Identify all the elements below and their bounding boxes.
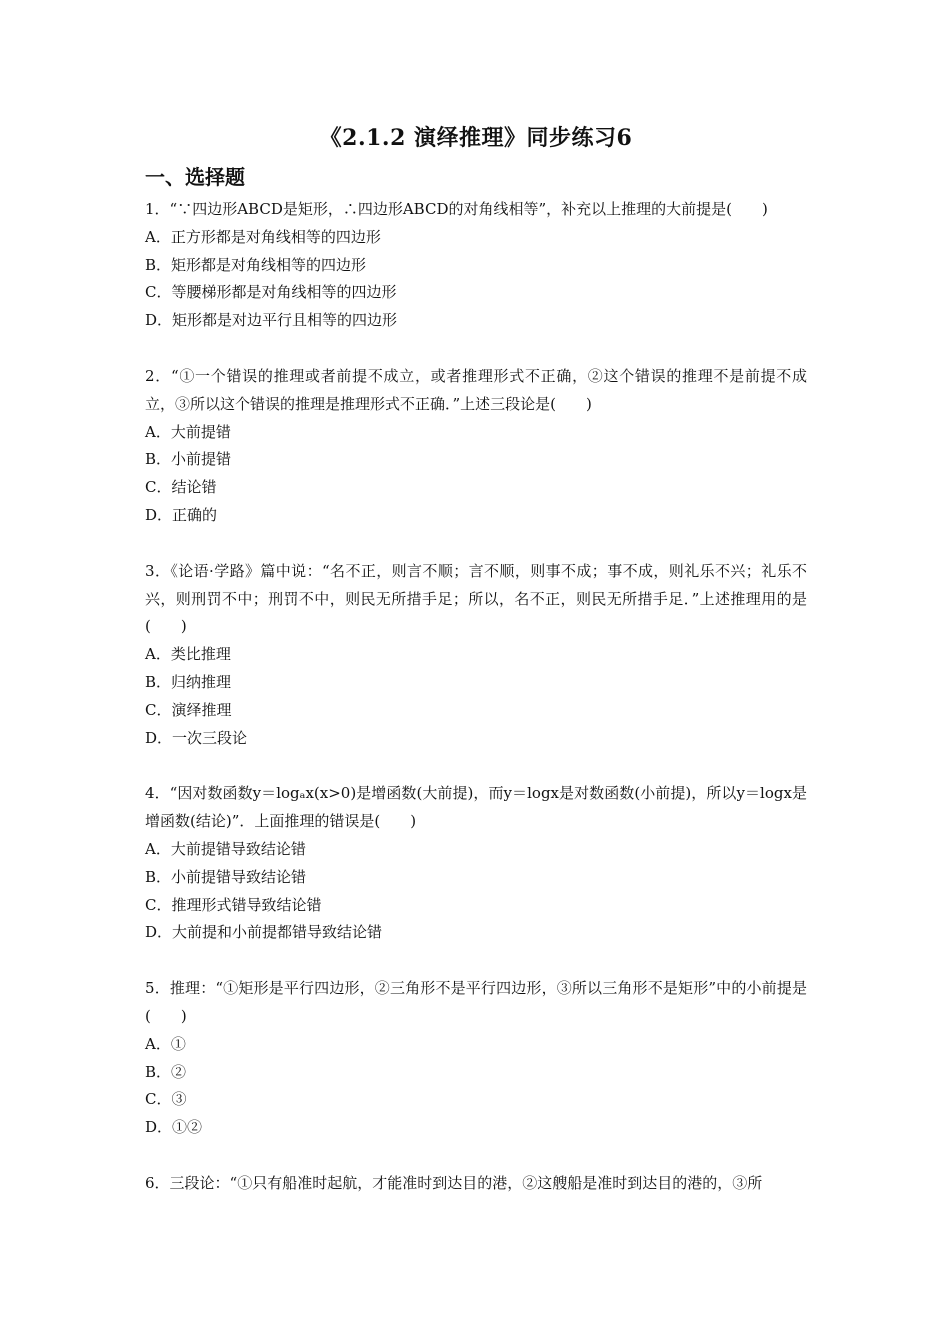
question-1	[145, 196, 807, 335]
option-c: C．演绎推理	[145, 700, 232, 719]
question-5	[145, 975, 807, 1142]
option-d: D．正确的	[145, 505, 218, 524]
option-a: A．大前提错导致结论错	[145, 839, 306, 858]
option-b: B．归纳推理	[145, 672, 232, 691]
spacer	[145, 530, 807, 558]
option-a: A．正方形都是对角线相等的四边形	[145, 227, 381, 246]
section-heading: 一、选择题	[145, 165, 245, 189]
option-c: C．③	[145, 1090, 187, 1109]
document-page	[145, 118, 807, 1198]
question-6	[145, 1170, 807, 1198]
spacer	[145, 752, 807, 780]
spacer	[145, 947, 807, 975]
option-b: B．小前提错	[145, 450, 232, 469]
spacer	[145, 1142, 807, 1170]
option-c: C．结论错	[145, 478, 217, 497]
question-4	[145, 780, 807, 947]
option-c: C．推理形式错导致结论错	[145, 895, 322, 914]
question-text: 6．三段论：“①只有船准时起航，才能准时到达目的港，②这艘船是准时到达目的港的，③所	[145, 1173, 763, 1192]
option-b: B．矩形都是对角线相等的四边形	[145, 255, 367, 274]
question-2	[145, 363, 807, 530]
option-c: C．等腰梯形都是对角线相等的四边形	[145, 283, 397, 302]
question-3	[145, 558, 807, 753]
option-d: D．矩形都是对边平行且相等的四边形	[145, 311, 398, 330]
option-d: D．大前提和小前提都错导致结论错	[145, 923, 383, 942]
question-text: 3．《论语·学路》篇中说：“名不正，则言不顺；言不顺，则事不成；事不成，则礼乐不兴；礼乐不兴，则刑罚不中；刑罚不中，则民无所措手足；所以，名不正，则民无所措手足．”上述推理用的是( )	[145, 561, 807, 636]
question-text: 2．“①一个错误的推理或者前提不成立，或者推理形式不正确，②这个错误的推理不是前提不成立，③所以这个错误的推理是推理形式不正确．”上述三段论是( )	[145, 366, 807, 413]
question-text: 1．“∵四边形ABCD是矩形，∴四边形ABCD的对角线相等”，补充以上推理的大前提是( )	[145, 200, 768, 218]
option-d: D．①②	[145, 1118, 203, 1137]
option-b: B．小前提错导致结论错	[145, 867, 307, 886]
question-text: 4．“因对数函数y＝logₐx(x>0)是增函数(大前提)，而y＝logx是对数函数(小前提)，所以y＝logx是增函数(结论)”．上面推理的错误是( )	[145, 784, 807, 831]
spacer	[145, 335, 807, 363]
option-a: A．①	[145, 1034, 186, 1053]
option-d: D．一次三段论	[145, 728, 248, 747]
document-title: 《2.1.2 演绎推理》同步练习6	[319, 125, 633, 151]
option-a: A．类比推理	[145, 645, 231, 664]
option-a: A．大前提错	[145, 422, 231, 441]
question-text: 5．推理：“①矩形是平行四边形，②三角形不是平行四边形，③所以三角形不是矩形”中的小前提是( )	[145, 979, 807, 1025]
option-b: B．②	[145, 1062, 187, 1081]
